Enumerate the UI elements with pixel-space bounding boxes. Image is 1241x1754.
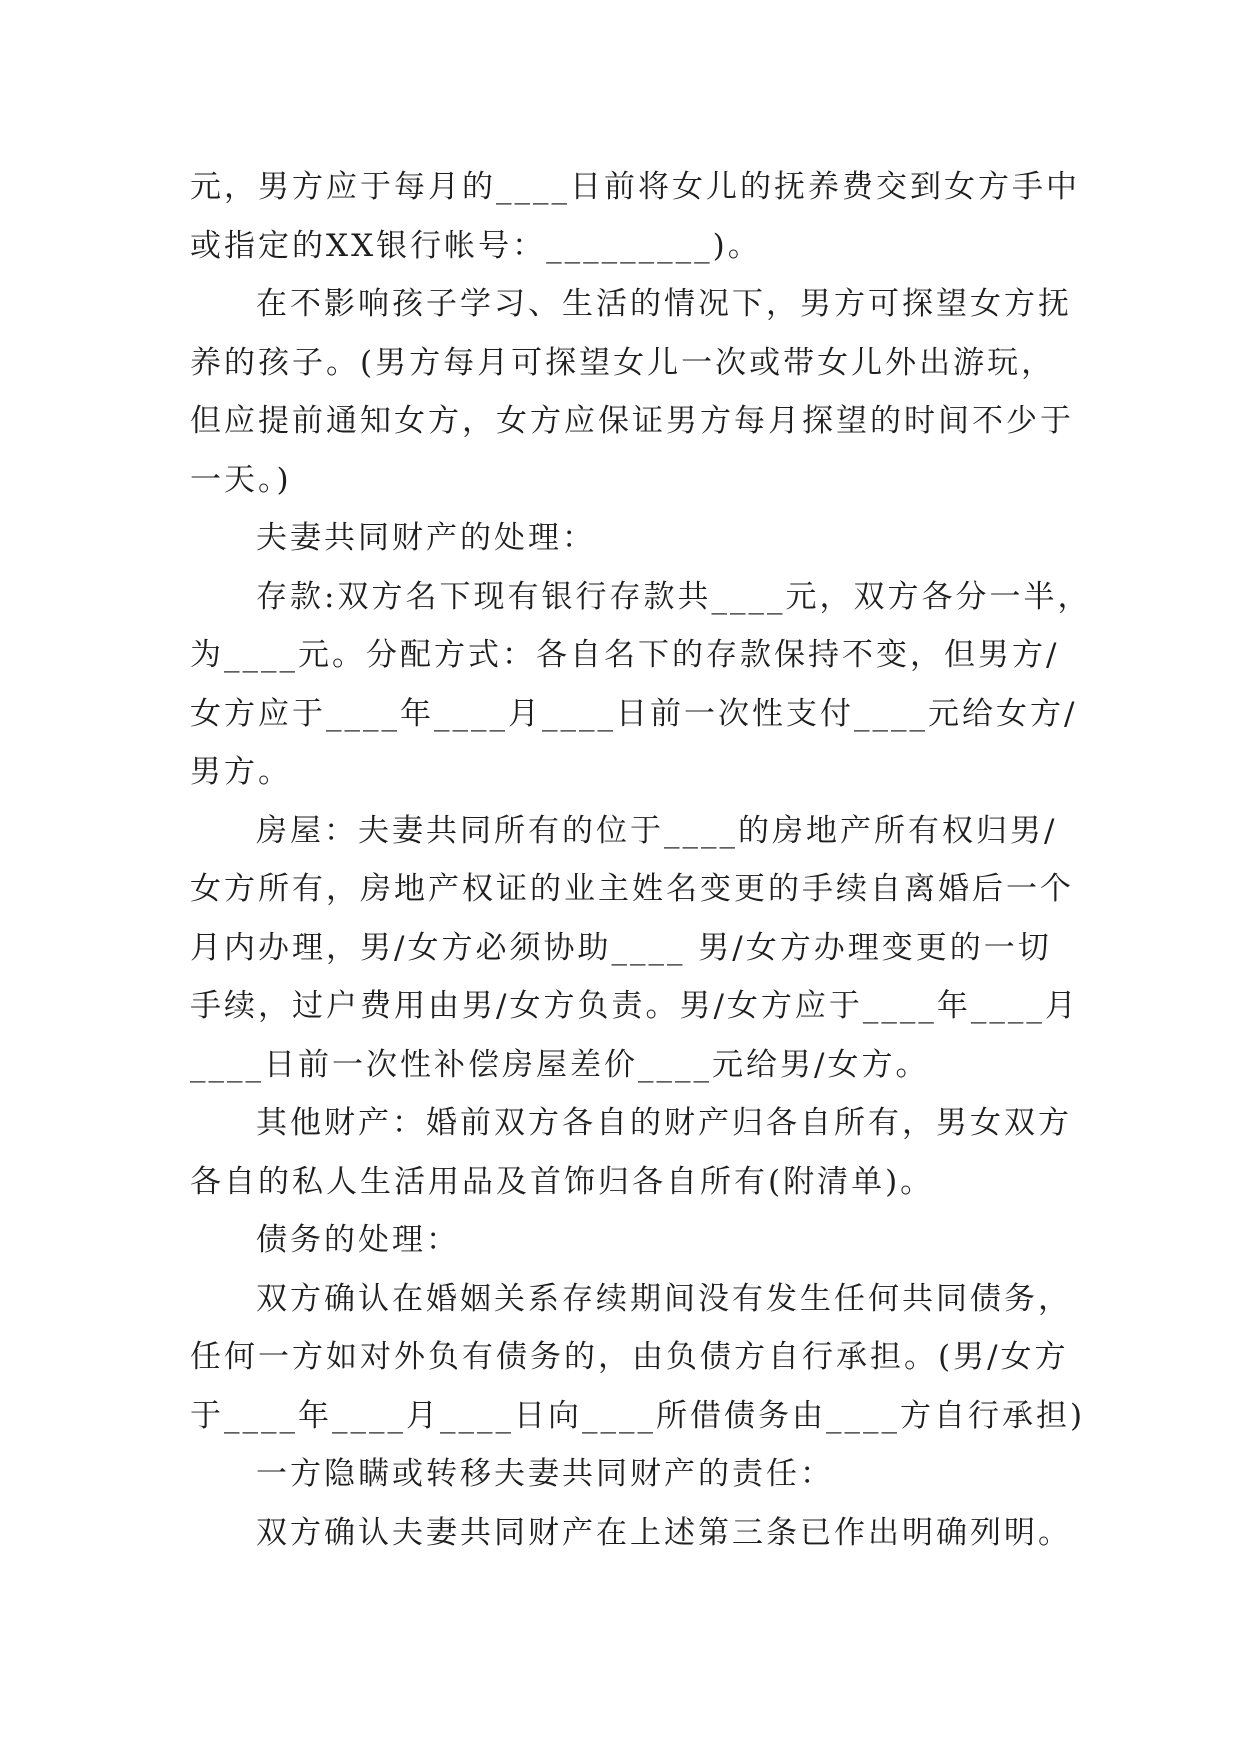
text-line: 各自的私人生活用品及首饰归各自所有(附清单)。 xyxy=(190,1163,935,1200)
text-line: 为____元。分配方式：各自名下的存款保持不变，但男方/ xyxy=(190,637,1060,673)
text-line: 于____年____月____日向____所借债务由____方自行承担) xyxy=(190,1397,1086,1434)
text-line: 月内办理，男/女方必须协助____ 男/女方办理变更的一切 xyxy=(190,929,1052,966)
text-line: 任何一方如对外负有债务的，由负债方自行承担。(男/女方 xyxy=(190,1339,1069,1375)
paragraph-start: 房屋：夫妻共同所有的位于____的房地产所有权归男/ xyxy=(256,812,1058,849)
document-body xyxy=(190,158,1092,1562)
text-line: ____日前一次性补偿房屋差价____元给男/女方。 xyxy=(190,1046,930,1083)
paragraph-start: 双方确认夫妻共同财产在上述第三条已作出明确列明。 xyxy=(256,1514,1072,1551)
text-line: 养的孩子。(男方每月可探望女儿一次或带女儿外出游玩， xyxy=(190,344,1056,381)
text-line: 男方。 xyxy=(190,754,292,790)
text-line: 女方应于____年____月____日前一次性支付____元给女方/ xyxy=(190,695,1078,732)
section-heading: 债务的处理： xyxy=(256,1222,460,1258)
text-line: 手续，过户费用由男/女方负责。男/女方应于____年____月 xyxy=(190,988,1079,1024)
section-heading: 一方隐瞒或转移夫妻共同财产的责任： xyxy=(256,1456,834,1492)
text-line: 但应提前通知女方，女方应保证男方每月探望的时间不少于 xyxy=(190,403,1074,439)
section-heading: 夫妻共同财产的处理： xyxy=(256,520,596,556)
paragraph-start: 其他财产：婚前双方各自的财产归各自所有，男女双方 xyxy=(256,1105,1072,1141)
paragraph-start: 存款:双方名下现有银行存款共____元，双方各分一半， xyxy=(256,578,1092,615)
paragraph-start: 在不影响孩子学习、生活的情况下，男方可探望女方抚 xyxy=(256,286,1072,322)
text-line: 或指定的XX银行帐号：_________)。 xyxy=(190,227,762,264)
text-line: 女方所有，房地产权证的业主姓名变更的手续自离婚后一个 xyxy=(190,871,1074,907)
paragraph-start: 双方确认在婚姻关系存续期间没有发生任何共同债务， xyxy=(256,1280,1072,1317)
text-line: 元，男方应于每月的____日前将女儿的抚养费交到女方手中 xyxy=(190,169,1080,205)
text-line: 一天。) xyxy=(190,461,292,498)
